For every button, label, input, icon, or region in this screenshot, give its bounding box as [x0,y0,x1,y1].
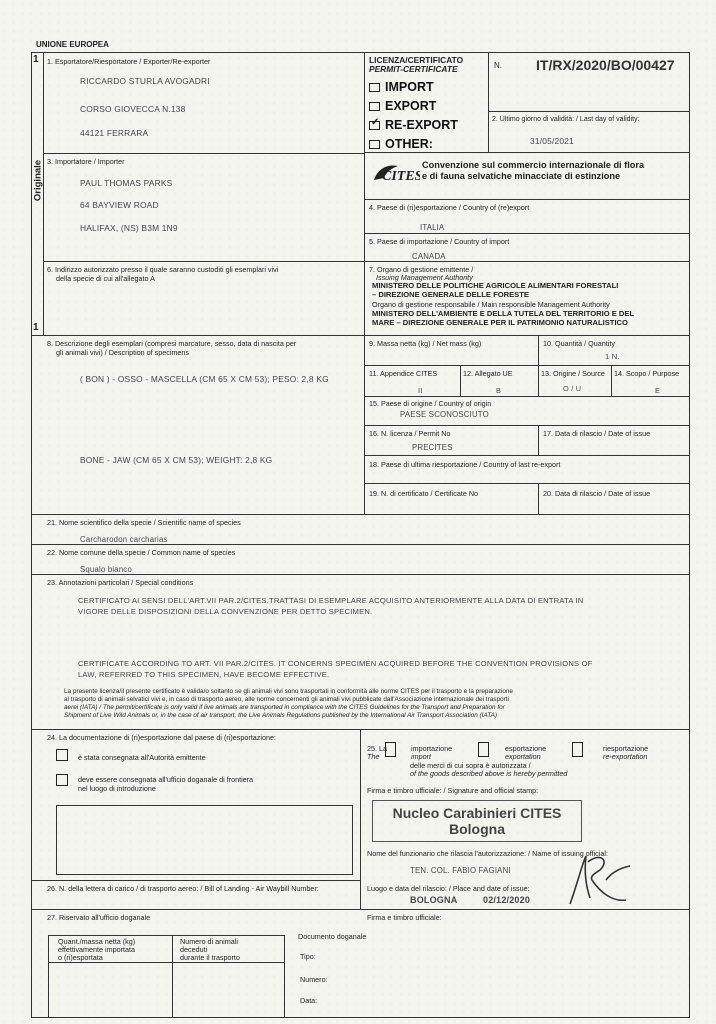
union-label: UNIONE EUROPEA [36,40,109,49]
exporter-name: RICCARDO STURLA AVOGADRI [80,76,210,86]
exporter-street: CORSO GIOVECCA N.138 [80,104,186,114]
annex-label: 12. Allegato UE [463,369,513,378]
doc-option-2-checkbox[interactable] [56,774,68,786]
customs-doc-label: Documento doganale [298,932,367,941]
permit-number-label: N. [494,61,502,70]
iata-note-3: aerei (IATA) / The permit/certificate is only valid if live animals are transported in compliance with the CITES Guidelines for the Transport and Preparation for [64,704,505,711]
permit-option-reexport[interactable]: ✓ RE-EXPORT [371,117,458,132]
iata-note-1: La presente licenza/il presente certificato è valida/o soltanto se gli animali vivi sono trasportati in conformità alle norme CITES per il trasporto e la preparazione [64,688,513,695]
certificate-no-label: 19. N. di certificato / Certificate No [369,489,479,498]
date-issue-2-label: 20. Data di rilascio / Date of issue [543,489,651,498]
convention-line-2: e di fauna selvatiche minacciate di estinzione [422,171,621,181]
doc-entry-box[interactable] [56,805,353,875]
checkbox-other[interactable] [369,140,380,149]
customs-col2-3: durante il trasporto [180,953,240,962]
export-country-label: 4. Paese di (ri)esportazione / Country of (re)export [369,203,530,212]
checkbox-export[interactable] [369,102,380,111]
address-label-2: della specie di cui all'allegato A [56,274,155,283]
issue-date: 02/12/2020 [483,895,531,905]
goods-export-it: esportazione [505,744,547,753]
goods-reexport-it: riesportazione [603,744,649,753]
date-issue-label: 17. Data di rilascio / Date of issue [543,429,651,438]
customs-col1-2: effettivamente importata [58,945,135,954]
common-name: Squalo bianco [80,565,133,574]
annex-value: B [496,386,502,395]
goods-export-en: exportation [505,752,541,761]
checkbox-import[interactable] [369,83,380,92]
goods-line-2: of the goods described above is hereby permitted [410,769,568,778]
authority-line-1: MINISTERO DELLE POLITICHE AGRICOLE ALIMENTARI FORESTALI [372,281,619,290]
convention-line-1: Convenzione sul commercio internazionale di flora [422,160,645,170]
customs-signature-label: Firma e timbro ufficiale: [367,913,442,922]
purpose-label: 14. Scopo / Purpose [614,369,680,378]
goods-reexport-checkbox[interactable] [572,742,583,757]
signature-label: Firma e timbro ufficiale: / Signature and official stamp: [367,786,539,795]
issue-place: BOLOGNA [410,895,458,905]
importer-street: 64 BAYVIEW ROAD [80,200,159,210]
goods-import-en: import [411,752,431,761]
copy-number-top: 1 [33,54,39,65]
last-reexport-label: 18. Paese di ultima riesportazione / Country of last re-export [369,460,561,469]
check-mark-icon: ✓ [371,117,380,129]
customs-col1-3: o (ri)esportata [58,953,103,962]
importer-city: HALIFAX, (NS) B3M 1N9 [80,223,178,233]
permit-no-label: 16. N. licenza / Permit No [369,429,451,438]
customs-col2-2: deceduti [180,945,208,954]
exporter-city: 44121 FERRARA [80,128,149,138]
goods-reexport-en: re-exportation [603,752,648,761]
permit-option-other[interactable]: OTHER: [369,137,433,151]
cites-logo-text: CITES [382,169,420,184]
waybill-label: 26. N. della lettera di carico / di trasporto aereo: / Bill of Landing - Air Waybill Number: [47,884,319,893]
conditions-it-1: CERTIFICATO AI SENSI DELL'ART.VII PAR.2/CITES.TRATTASI DI ESEMPLARE ACQUISITO ANTERIORMENTE ALLA DATA DI ENTRATA IN [78,596,584,605]
import-country: CANADA [412,252,446,261]
permit-option-import[interactable]: IMPORT [369,80,434,94]
stamp-line-2: Bologna [449,821,505,837]
iata-note-4: Shipment of Live Wild Animals or, in the case of air transport, the Live Animals Regulations published by the International Air Transport Association (IATA) [64,712,498,719]
purpose-value: E [655,386,661,395]
customs-type-label: Tipo: [300,952,316,961]
permit-type-label-en: PERMIT-CERTIFICATE [369,64,458,74]
common-name-label: 22. Nome comune della specie / Common name of species [47,548,236,557]
goods-prefix: 25. La [367,744,387,753]
specimen-label-2: gli animali vivi) / Description of specimens [56,348,190,357]
main-authority-line-1: MINISTERO DELL'AMBIENTE E DELLA TUTELA DEL TERRITORIO E DEL [372,309,635,318]
quantity-value: 1 N. [605,352,620,361]
permit-no-value: PRECITES [412,443,453,452]
export-country: ITALIA [420,223,445,232]
appendix-label: 11. Appendice CITES [369,369,438,378]
conditions-en-1: CERTIFICATE ACCORDING TO ART. VII PAR.2/CITES. IT CONCERNS SPECIMEN ACQUIRED BEFORE THE CONVENTION PROVISIONS OF [78,659,593,668]
doc-option-1-label: è stata consegnata all'Autorità emittente [78,753,206,762]
specimen-desc-en: BONE - JAW (CM 65 X CM 53); WEIGHT: 2,8 KG [80,455,273,465]
origin-label: 15. Paese di origine / Country of origin [369,399,492,408]
source-value: O / U [563,384,582,393]
scientific-name-label: 21. Nome scientifico della specie / Scientific name of species [47,518,241,527]
source-label: 13. Origine / Source [541,369,605,378]
permit-option-export[interactable]: EXPORT [369,99,436,113]
last-day-value: 31/05/2021 [530,136,574,146]
goods-export-checkbox[interactable] [478,742,489,757]
handwritten-signature [560,842,640,912]
customs-number-label: Numero: [300,975,328,984]
place-date-label: Luogo e data del rilascio: / Place and date of issue: [367,884,530,893]
stamp-line-1: Nucleo Carabinieri CITES [392,805,562,821]
main-authority-line-2: MARE – DIREZIONE GENERALE PER IL PATRIMONIO NATURALISTICO [372,318,628,327]
customs-date-label: Data: [300,996,318,1005]
copy-number-bottom: 1 [33,322,39,333]
authority-label: 7. Organo di gestione emittente / [369,265,474,274]
net-mass-label: 9. Massa netta (kg) / Net mass (kg) [369,339,482,348]
main-authority-label: Organo di gestione responsabile / Main responsible Management Authority [372,300,610,309]
authority-line-2: – DIREZIONE GENERALE DELLE FORESTE [372,290,529,299]
officer-name: TEN. COL. FABIO FAGIANI [410,866,511,875]
permit-type-label: LICENZA/CERTIFICATO [369,55,464,65]
appendix-value: II [418,386,423,395]
officer-label: Nome del funzionario che rilascia l'autorizzazione: / Name of issuing official: [367,849,608,858]
goods-import-checkbox[interactable] [385,742,396,757]
exporter-label: 1. Esportatore/Riesportatore / Exporter/Re-exporter [47,57,211,66]
doc-option-2-label-1: deve essere consegnata all'ufficio doganale di frontiera [78,775,254,784]
original-label: Originale [32,159,44,202]
customs-label: 27. Riservato all'ufficio doganale [47,913,151,922]
quantity-label: 10. Quantità / Quantity [543,339,615,348]
scientific-name: Carcharodon carcharias [80,535,168,544]
importer-label: 3. Importatore / Importer [47,157,125,166]
documentation-label: 24. La documentazione di (ri)esportazione dal paese di (ri)esportazione: [47,733,276,742]
last-day-label: 2. Ultimo giorno di validità: / Last day of validity: [492,116,640,123]
specimen-label-1: 8. Descrizione degli esemplari (compresi marcature, sesso, data di nascita per [47,339,297,348]
conditions-it-2: VIGORE DELLE DISPOSIZIONI DELLA CONVENZIONE PER DETTO SPECIMEN. [78,607,373,616]
authority-label-en: Issuing Management Authority [376,273,473,282]
origin-value: PAESE SCONOSCIUTO [400,410,489,419]
goods-prefix-en: The [367,752,380,761]
official-stamp [372,800,582,842]
importer-name: PAUL THOMAS PARKS [80,178,173,188]
iata-note-2: al trasporto di animali selvatici vivi e, in caso di trasporto aereo, alle norme concernenti gli animali vivi pubblicate dall'Associazione internazionale dei trasporti [64,696,509,703]
conditions-label: 23. Annotazioni particolari / Special conditions [47,578,194,587]
doc-option-2-label-2: nel luogo di introduzione [78,784,156,793]
customs-col1-1: Quant./massa netta (kg) [58,937,136,946]
address-label-1: 6. Indirizzo autorizzato presso il quale saranno custoditi gli esemplari vivi [47,265,279,274]
specimen-desc-it: ( BON ) - OSSO - MASCELLA (CM 65 X CM 53); PESO: 2,8 KG [80,374,329,384]
goods-line-1: delle merci di cui sopra è autorizzata / [410,761,531,770]
permit-number: IT/RX/2020/BO/00427 [536,57,675,73]
import-country-label: 5. Paese di importazione / Country of import [369,237,510,246]
conditions-en-2: LAW, REFERRED TO THIS SPECIMEN, HAVE BECOME EFFECTIVE. [78,670,330,679]
cites-logo [370,160,420,186]
goods-import-it: importazione [411,744,453,753]
doc-option-1-checkbox[interactable] [56,749,68,761]
checkbox-reexport-checked[interactable] [369,117,380,130]
customs-col2-1: Numero di animali [180,937,238,946]
